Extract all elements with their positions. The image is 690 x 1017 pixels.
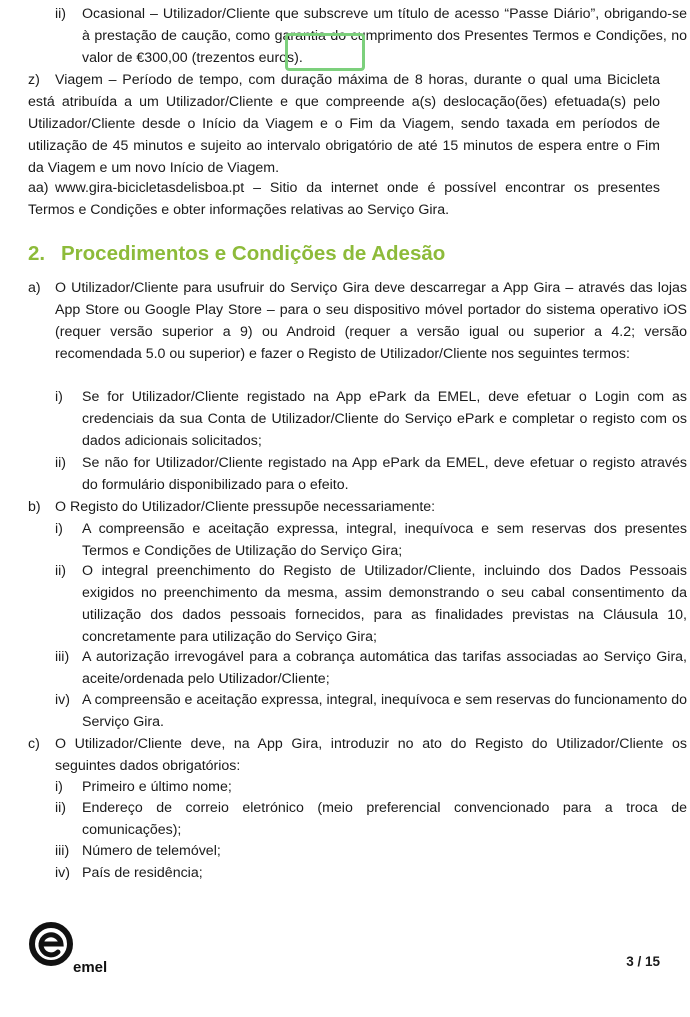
list-marker: aa) bbox=[28, 180, 49, 196]
section-title: Procedimentos e Condições de Adesão bbox=[61, 242, 446, 265]
page-number: 3 / 15 bbox=[626, 954, 660, 969]
sub-item-text: Se não for Utilizador/Cliente registado na App ePark da EMEL, deve efetuar o registo através do formulário disponibilizado para o efeito. bbox=[82, 455, 687, 493]
section-heading bbox=[28, 240, 445, 268]
list-marker: z) bbox=[28, 72, 40, 88]
list-item-text: Ocasional – Utilizador/Cliente que subscreve um título de acesso “Passe Diário”, obrigando-se à prestação de caução, como garantia do cumprimento dos Presentes Termos e Condições, no valor de €300,00 (trezentos euros). bbox=[82, 6, 687, 66]
sub-item-b-i bbox=[55, 518, 687, 562]
list-item-text: Viagem – Período de tempo, com duração máxima de 8 horas, durante o qual uma Bicicleta está atribuída a um Utilizador/Cliente e que compreende a(s) deslocação(ões) efetuada(s) pelo Utilizador/Cliente desde o Início da Viagem e o Fim da Viagem, sendo taxada em períodos de utilização de 45 minutos e sujeito ao intervalo obrigatório de até 15 minutos de espera entre o Fim da Viagem e um novo Início de Viagem. bbox=[28, 72, 660, 176]
sub-item-c-ii bbox=[55, 797, 687, 841]
list-marker: c) bbox=[28, 736, 40, 752]
list-item-b bbox=[28, 496, 687, 518]
sub-item-c-i bbox=[55, 776, 687, 798]
sub-item-text: Número de telemóvel; bbox=[82, 843, 221, 859]
sub-item-c-iv bbox=[55, 862, 687, 884]
sub-item-c-iii bbox=[55, 840, 687, 862]
list-item-c bbox=[28, 733, 687, 777]
sub-item-text: Se for Utilizador/Cliente registado na App ePark da EMEL, deve efetuar o Login com as credenciais da sua Conta de Utilizador/Cliente do Serviço ePark e completar o registo com os dados adicionais solicitados; bbox=[82, 389, 687, 449]
sub-item-text: A autorização irrevogável para a cobrança automática das tarifas associadas ao Serviço Gira, aceite/ordenada pelo Utilizador/Cliente; bbox=[82, 649, 687, 687]
list-marker: a) bbox=[28, 280, 41, 296]
sub-item-text: A compreensão e aceitação expressa, integral, inequívoca e sem reservas do funcionamento do Serviço Gira. bbox=[82, 692, 687, 730]
sub-item-text: O integral preenchimento do Registo de Utilizador/Cliente, incluindo dos Dados Pessoais exigidos no preenchimento da mesma, assim demonstrando o seu cabal consentimento da utilização dos dados pessoais fornecidos, para as finalidades previstas na Cláusula 10, concretamente para utilização do Serviço Gira; bbox=[82, 563, 687, 645]
sub-item-a-ii bbox=[55, 452, 687, 496]
sub-item-text: Primeiro e último nome; bbox=[82, 779, 232, 795]
list-item-z-viagem bbox=[28, 69, 660, 179]
list-item-text: O Registo do Utilizador/Cliente pressupõe necessariamente: bbox=[55, 499, 436, 515]
list-item-aa-website bbox=[28, 177, 660, 221]
list-marker: b) bbox=[28, 499, 41, 515]
list-item-ii-ocasional bbox=[55, 3, 687, 69]
sub-item-b-iv bbox=[55, 689, 687, 733]
list-item-text: O Utilizador/Cliente deve, na App Gira, introduzir no ato do Registo do Utilizador/Cliente os seguintes dados obrigatórios: bbox=[55, 736, 687, 774]
sub-list-marker: ii) bbox=[55, 800, 67, 816]
sub-list-marker: ii) bbox=[55, 563, 67, 579]
list-item-text: O Utilizador/Cliente para usufruir do Serviço Gira deve descarregar a App Gira – através das lojas App Store ou Google Play Store – para o seu dispositivo móvel portador do sistema operativo iOS (requer versão superior a 9) ou Android (requer a versão igual ou superior a 4.2; versão recomendada 5.0 ou superior) e fazer o Registo de Utilizador/Cliente nos seguintes termos: bbox=[55, 280, 687, 362]
sub-list-marker: iv) bbox=[55, 692, 70, 708]
sub-item-text: Endereço de correio eletrónico (meio preferencial convencionado para a troca de comunicações); bbox=[82, 800, 687, 838]
sub-item-b-ii bbox=[55, 560, 687, 648]
sub-list-marker: iii) bbox=[55, 649, 70, 665]
sub-list-marker: ii) bbox=[55, 455, 67, 471]
sub-item-text: A compreensão e aceitação expressa, integral, inequívoca e sem reservas dos presentes Termos e Condições de Utilização do Serviço Gira; bbox=[82, 521, 687, 559]
highlight-box bbox=[285, 33, 365, 71]
list-item-a bbox=[28, 277, 687, 365]
list-item-text: www.gira-bicicletasdelisboa.pt – Sitio da internet onde é possível encontrar os presentes Termos e Condições e obter informações relativas ao Serviço Gira. bbox=[28, 180, 660, 218]
sub-list-marker: iii) bbox=[55, 843, 70, 859]
sub-item-text: País de residência; bbox=[82, 865, 203, 881]
sub-list-marker: i) bbox=[55, 779, 63, 795]
logo-text: emel bbox=[73, 959, 108, 976]
emel-logo bbox=[29, 922, 129, 978]
sub-item-b-iii bbox=[55, 646, 687, 690]
logo-e-icon bbox=[41, 935, 61, 955]
sub-list-marker: i) bbox=[55, 389, 63, 405]
section-number: 2. bbox=[28, 242, 46, 265]
sub-list-marker: iv) bbox=[55, 865, 70, 881]
list-marker: ii) bbox=[55, 6, 67, 22]
sub-list-marker: i) bbox=[55, 521, 63, 537]
sub-item-a-i bbox=[55, 386, 687, 452]
